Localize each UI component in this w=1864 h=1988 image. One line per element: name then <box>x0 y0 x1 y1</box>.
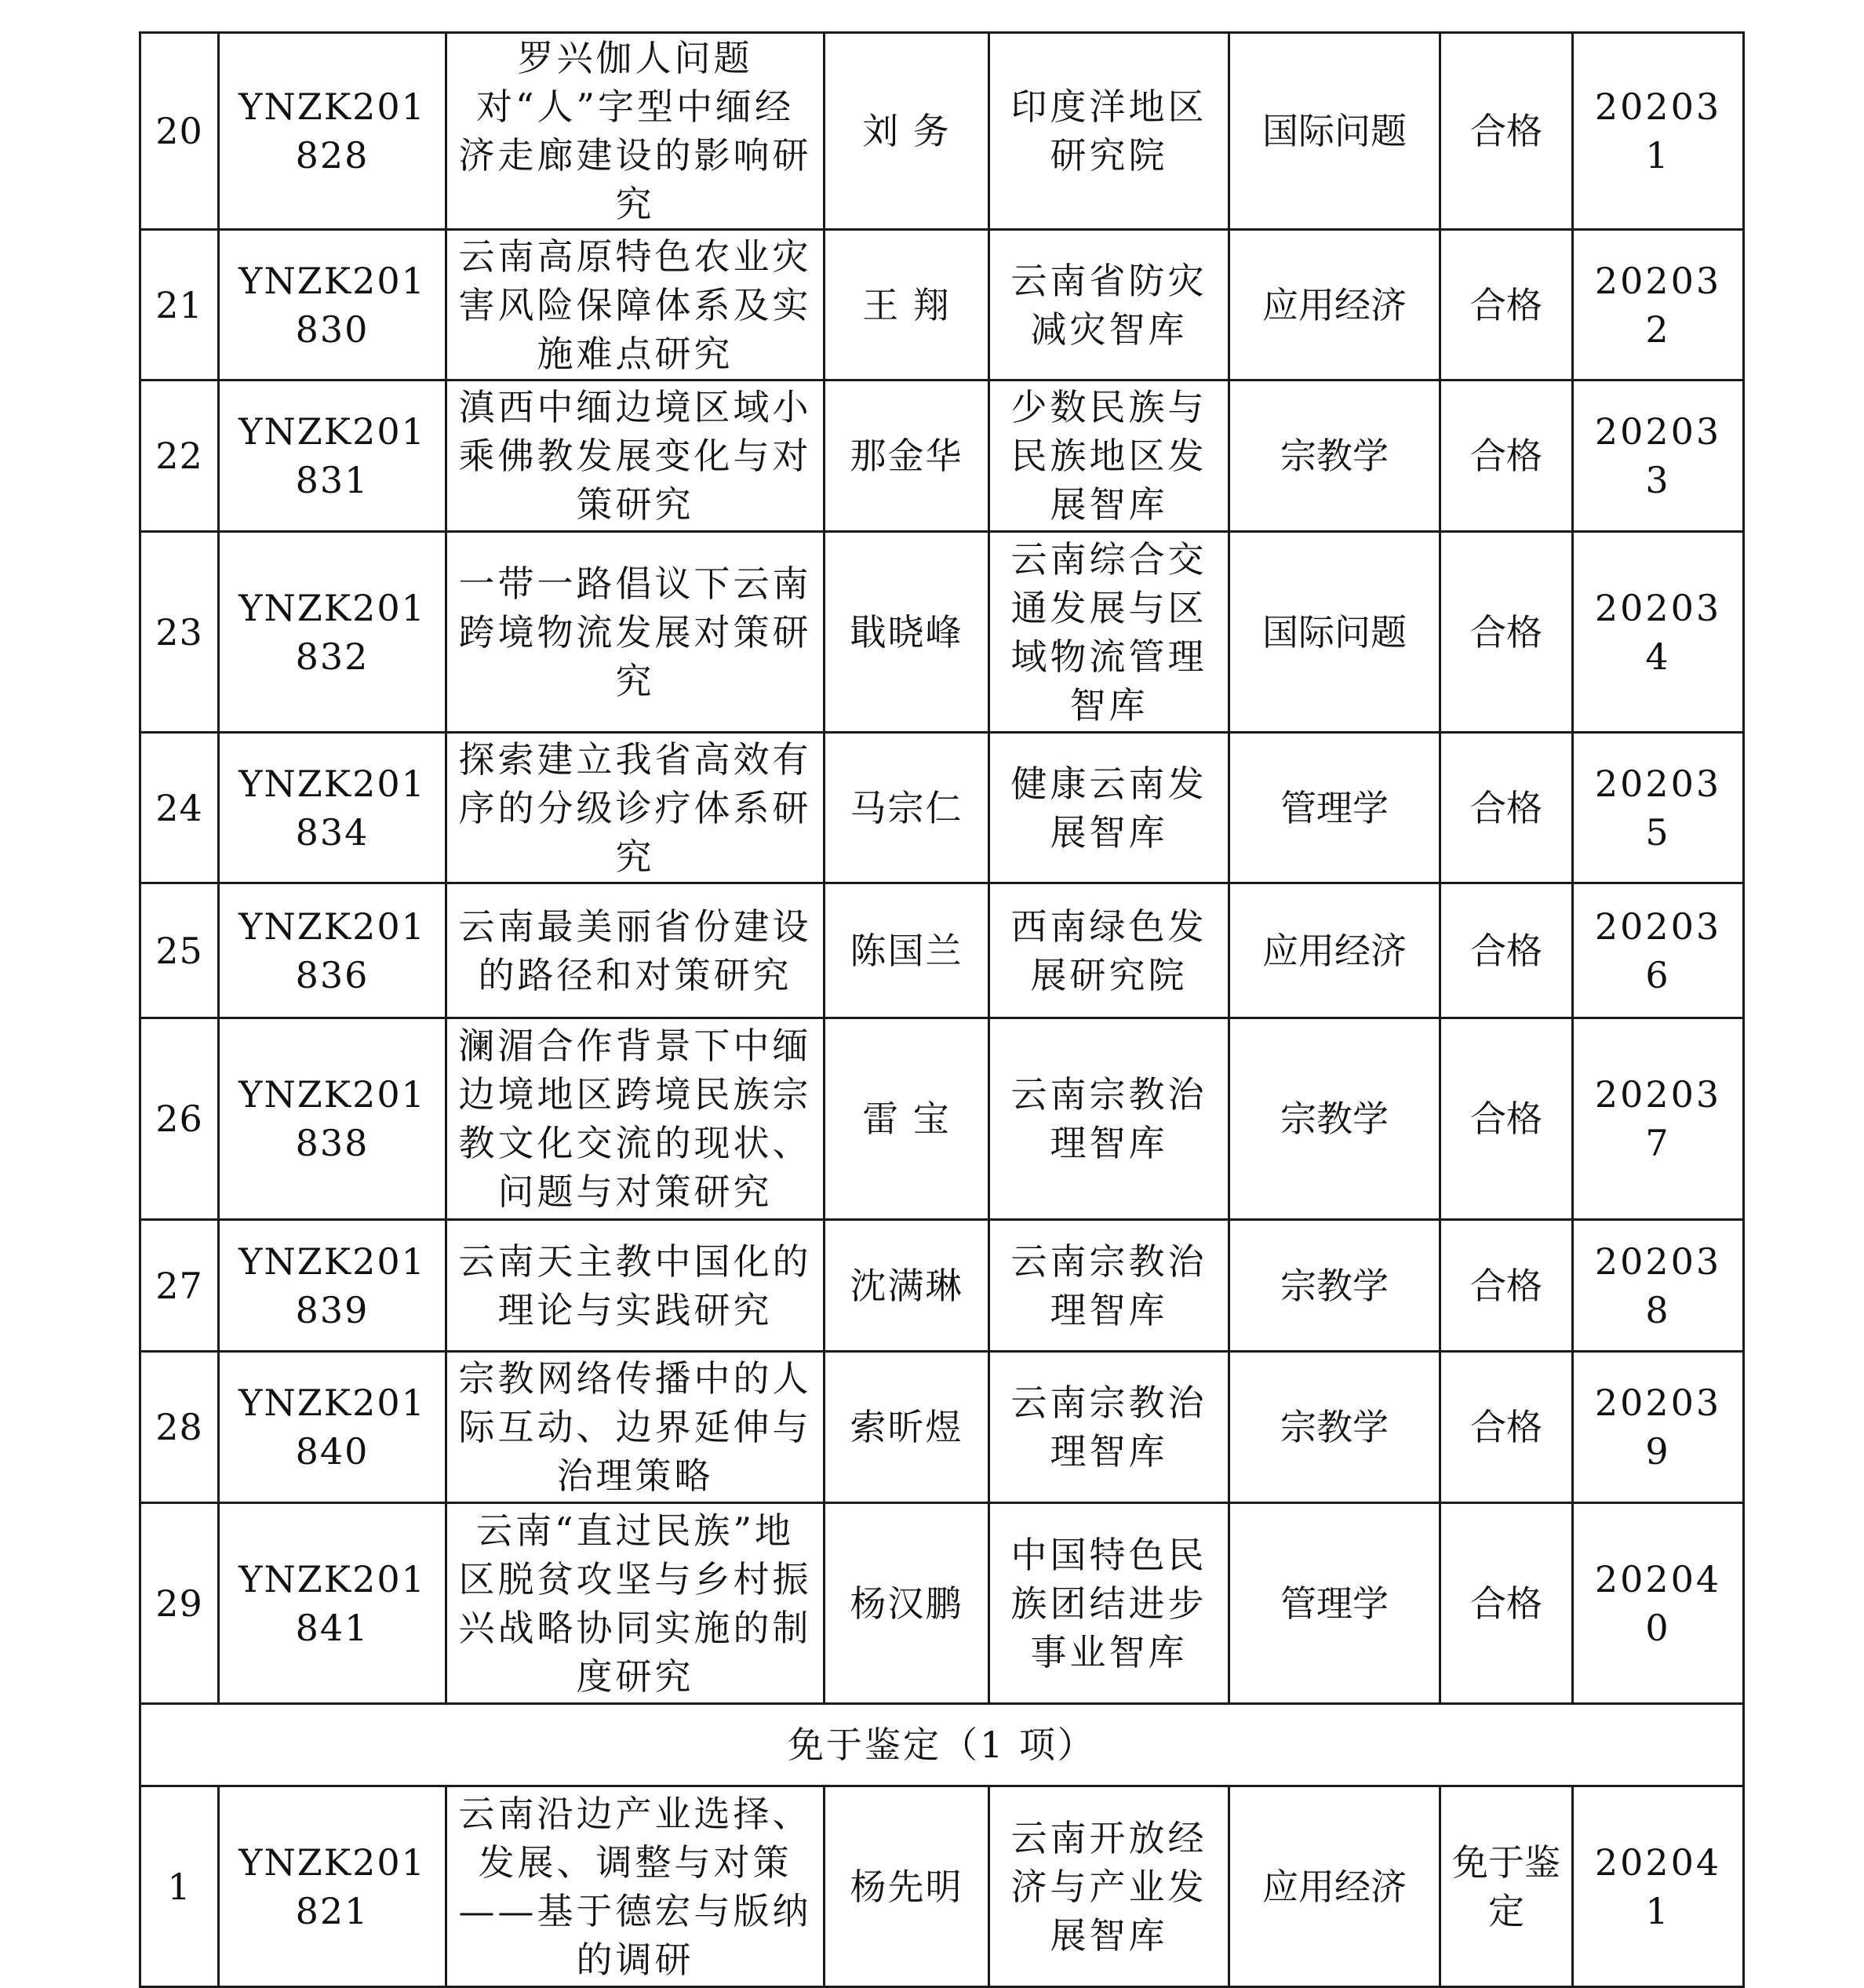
project-title: 滇西中缅边境区域小乘佛教发展变化与对策研究 <box>446 380 825 532</box>
think-tank: 西南绿色发展研究院 <box>989 883 1229 1018</box>
discipline: 国际问题 <box>1229 532 1440 733</box>
certificate-number: 202033 <box>1573 380 1744 532</box>
lead-person: 雷 宝 <box>825 1018 989 1220</box>
table-row <box>140 1352 1744 1503</box>
table-row <box>140 532 1744 733</box>
project-title: 云南沿边产业选择、发展、调整与对策——基于德宏与版纳的调研 <box>446 1786 825 1987</box>
project-code: YNZK201839 <box>219 1220 446 1352</box>
discipline: 管理学 <box>1229 1503 1440 1704</box>
row-number: 24 <box>140 733 219 883</box>
row-number: 29 <box>140 1503 219 1704</box>
appraisal-result: 合格 <box>1440 733 1573 883</box>
discipline: 国际问题 <box>1229 33 1440 230</box>
table-row <box>140 380 1744 532</box>
project-code: YNZK201834 <box>219 733 446 883</box>
project-title: 宗教网络传播中的人际互动、边界延伸与治理策略 <box>446 1352 825 1503</box>
project-title: 澜湄合作背景下中缅边境地区跨境民族宗教文化交流的现状、问题与对策研究 <box>446 1018 825 1220</box>
row-number: 23 <box>140 532 219 733</box>
table-row <box>140 1503 1744 1704</box>
section-header-row <box>140 1704 1744 1786</box>
certificate-number: 202041 <box>1573 1786 1744 1987</box>
think-tank: 云南综合交通发展与区域物流管理智库 <box>989 532 1229 733</box>
appraisal-result: 合格 <box>1440 883 1573 1018</box>
table-row <box>140 230 1744 380</box>
appraisal-result: 合格 <box>1440 1018 1573 1220</box>
think-tank: 云南开放经济与产业发展智库 <box>989 1786 1229 1987</box>
row-number: 22 <box>140 380 219 532</box>
think-tank: 云南宗教治理智库 <box>989 1352 1229 1503</box>
lead-person: 杨先明 <box>825 1786 989 1987</box>
project-code: YNZK201831 <box>219 380 446 532</box>
appraisal-result: 免于鉴定 <box>1440 1786 1573 1987</box>
row-number: 21 <box>140 230 219 380</box>
appraisal-result: 合格 <box>1440 380 1573 532</box>
lead-person: 刘 务 <box>825 33 989 230</box>
certificate-number: 202039 <box>1573 1352 1744 1503</box>
row-number: 20 <box>140 33 219 230</box>
certificate-number: 202035 <box>1573 733 1744 883</box>
discipline: 宗教学 <box>1229 1018 1440 1220</box>
row-number: 28 <box>140 1352 219 1503</box>
table-row <box>140 883 1744 1018</box>
project-code: YNZK201836 <box>219 883 446 1018</box>
think-tank: 云南宗教治理智库 <box>989 1018 1229 1220</box>
lead-person: 马宗仁 <box>825 733 989 883</box>
think-tank: 云南省防灾减灾智库 <box>989 230 1229 380</box>
table-row <box>140 33 1744 230</box>
certificate-number: 202037 <box>1573 1018 1744 1220</box>
discipline: 宗教学 <box>1229 380 1440 532</box>
project-title: 探索建立我省高效有序的分级诊疗体系研究 <box>446 733 825 883</box>
project-code: YNZK201841 <box>219 1503 446 1704</box>
project-code: YNZK201838 <box>219 1018 446 1220</box>
discipline: 管理学 <box>1229 733 1440 883</box>
appraisal-result: 合格 <box>1440 532 1573 733</box>
appraisal-result: 合格 <box>1440 33 1573 230</box>
certificate-number: 202038 <box>1573 1220 1744 1352</box>
lead-person: 王 翔 <box>825 230 989 380</box>
project-title: 一带一路倡议下云南跨境物流发展对策研究 <box>446 532 825 733</box>
discipline: 应用经济 <box>1229 1786 1440 1987</box>
row-number: 25 <box>140 883 219 1018</box>
think-tank: 健康云南发展智库 <box>989 733 1229 883</box>
lead-person: 索昕煜 <box>825 1352 989 1503</box>
project-code: YNZK201830 <box>219 230 446 380</box>
appraisal-result: 合格 <box>1440 1352 1573 1503</box>
results-body <box>140 33 1744 1987</box>
think-tank: 云南宗教治理智库 <box>989 1220 1229 1352</box>
think-tank: 中国特色民族团结进步事业智库 <box>989 1503 1229 1704</box>
project-code: YNZK201821 <box>219 1786 446 1987</box>
project-title: 云南高原特色农业灾害风险保障体系及实施难点研究 <box>446 230 825 380</box>
lead-person: 杨汉鹏 <box>825 1503 989 1704</box>
project-code: YNZK201840 <box>219 1352 446 1503</box>
certificate-number: 202040 <box>1573 1503 1744 1704</box>
project-code: YNZK201828 <box>219 33 446 230</box>
discipline: 宗教学 <box>1229 1220 1440 1352</box>
discipline: 宗教学 <box>1229 1352 1440 1503</box>
results-table <box>139 31 1745 1988</box>
table-row <box>140 1220 1744 1352</box>
row-number: 26 <box>140 1018 219 1220</box>
table-row <box>140 733 1744 883</box>
lead-person: 陈国兰 <box>825 883 989 1018</box>
lead-person: 那金华 <box>825 380 989 532</box>
discipline: 应用经济 <box>1229 883 1440 1018</box>
project-title: 云南“直过民族”地区脱贫攻坚与乡村振兴战略协同实施的制度研究 <box>446 1503 825 1704</box>
project-title: 罗兴伽人问题对“人”字型中缅经济走廊建设的影响研究 <box>446 33 825 230</box>
table-row <box>140 1018 1744 1220</box>
certificate-number: 202034 <box>1573 532 1744 733</box>
discipline: 应用经济 <box>1229 230 1440 380</box>
appraisal-result: 合格 <box>1440 1220 1573 1352</box>
certificate-number: 202032 <box>1573 230 1744 380</box>
appraisal-result: 合格 <box>1440 1503 1573 1704</box>
think-tank: 少数民族与民族地区发展智库 <box>989 380 1229 532</box>
section-title: 免于鉴定（1 项） <box>140 1704 1744 1786</box>
certificate-number: 202036 <box>1573 883 1744 1018</box>
think-tank: 印度洋地区研究院 <box>989 33 1229 230</box>
certificate-number: 202031 <box>1573 33 1744 230</box>
lead-person: 沈满琳 <box>825 1220 989 1352</box>
project-title: 云南最美丽省份建设的路径和对策研究 <box>446 883 825 1018</box>
appraisal-result: 合格 <box>1440 230 1573 380</box>
project-title: 云南天主教中国化的理论与实践研究 <box>446 1220 825 1352</box>
table-row <box>140 1786 1744 1987</box>
project-code: YNZK201832 <box>219 532 446 733</box>
row-number: 1 <box>140 1786 219 1987</box>
lead-person: 戢晓峰 <box>825 532 989 733</box>
row-number: 27 <box>140 1220 219 1352</box>
